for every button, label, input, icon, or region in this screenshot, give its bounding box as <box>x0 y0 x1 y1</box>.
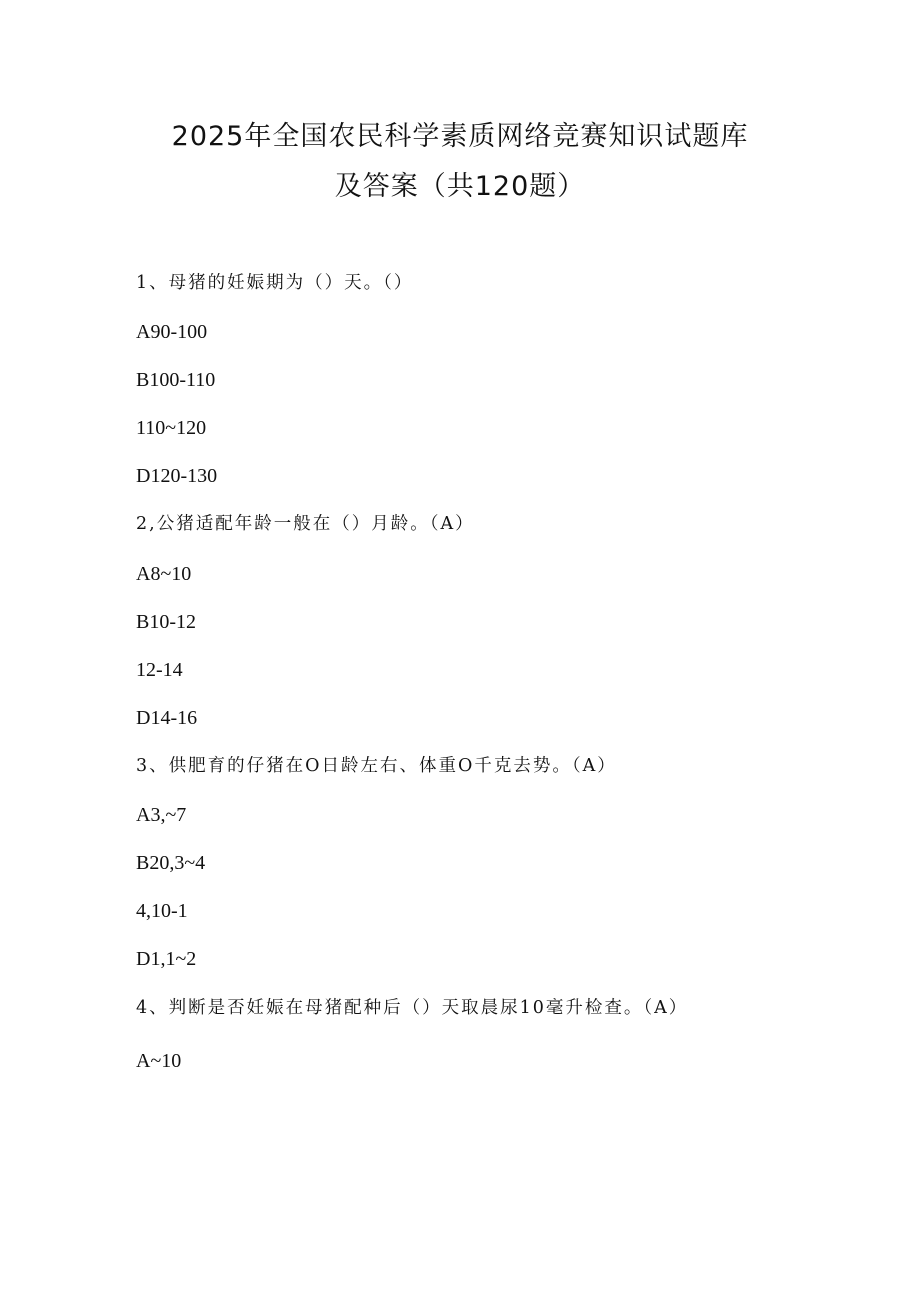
question-1-option-b: B100-110 <box>136 369 216 391</box>
question-1-text: 1、母猪的妊娠期为（）天。（） <box>136 273 414 293</box>
question-3-option-c: 4,10-1 <box>136 900 188 922</box>
question-1-option-c: 110~120 <box>136 417 207 439</box>
question-3-option-a: A3,~7 <box>136 804 187 826</box>
question-3-text: 3、供肥育的仔猪在O日龄左右、体重O千克去势。（A） <box>136 756 617 776</box>
question-2-option-d: D14-16 <box>136 707 198 729</box>
question-4-text: 4、判断是否妊娠在母猪配种后（）天取晨尿10毫升检查。（A） <box>136 998 689 1018</box>
document-title-line2: 及答案（共120题） <box>334 171 586 202</box>
question-1-option-a: A90-100 <box>136 321 208 343</box>
question-1-option-d: D120-130 <box>136 465 218 487</box>
question-2-option-a: A8~10 <box>136 563 192 585</box>
document-title-line1: 2025年全国农民科学素质网络竞赛知识试题库 <box>171 121 749 152</box>
question-2-text: 2,公猪适配年龄一般在（）月龄。（A） <box>136 514 475 534</box>
question-2-option-b: B10-12 <box>136 611 196 633</box>
question-3-option-b: B20,3~4 <box>136 852 206 874</box>
question-4-option-a: A~10 <box>136 1050 182 1072</box>
question-2-option-c: 12-14 <box>136 659 183 681</box>
question-3-option-d: D1,1~2 <box>136 948 197 970</box>
